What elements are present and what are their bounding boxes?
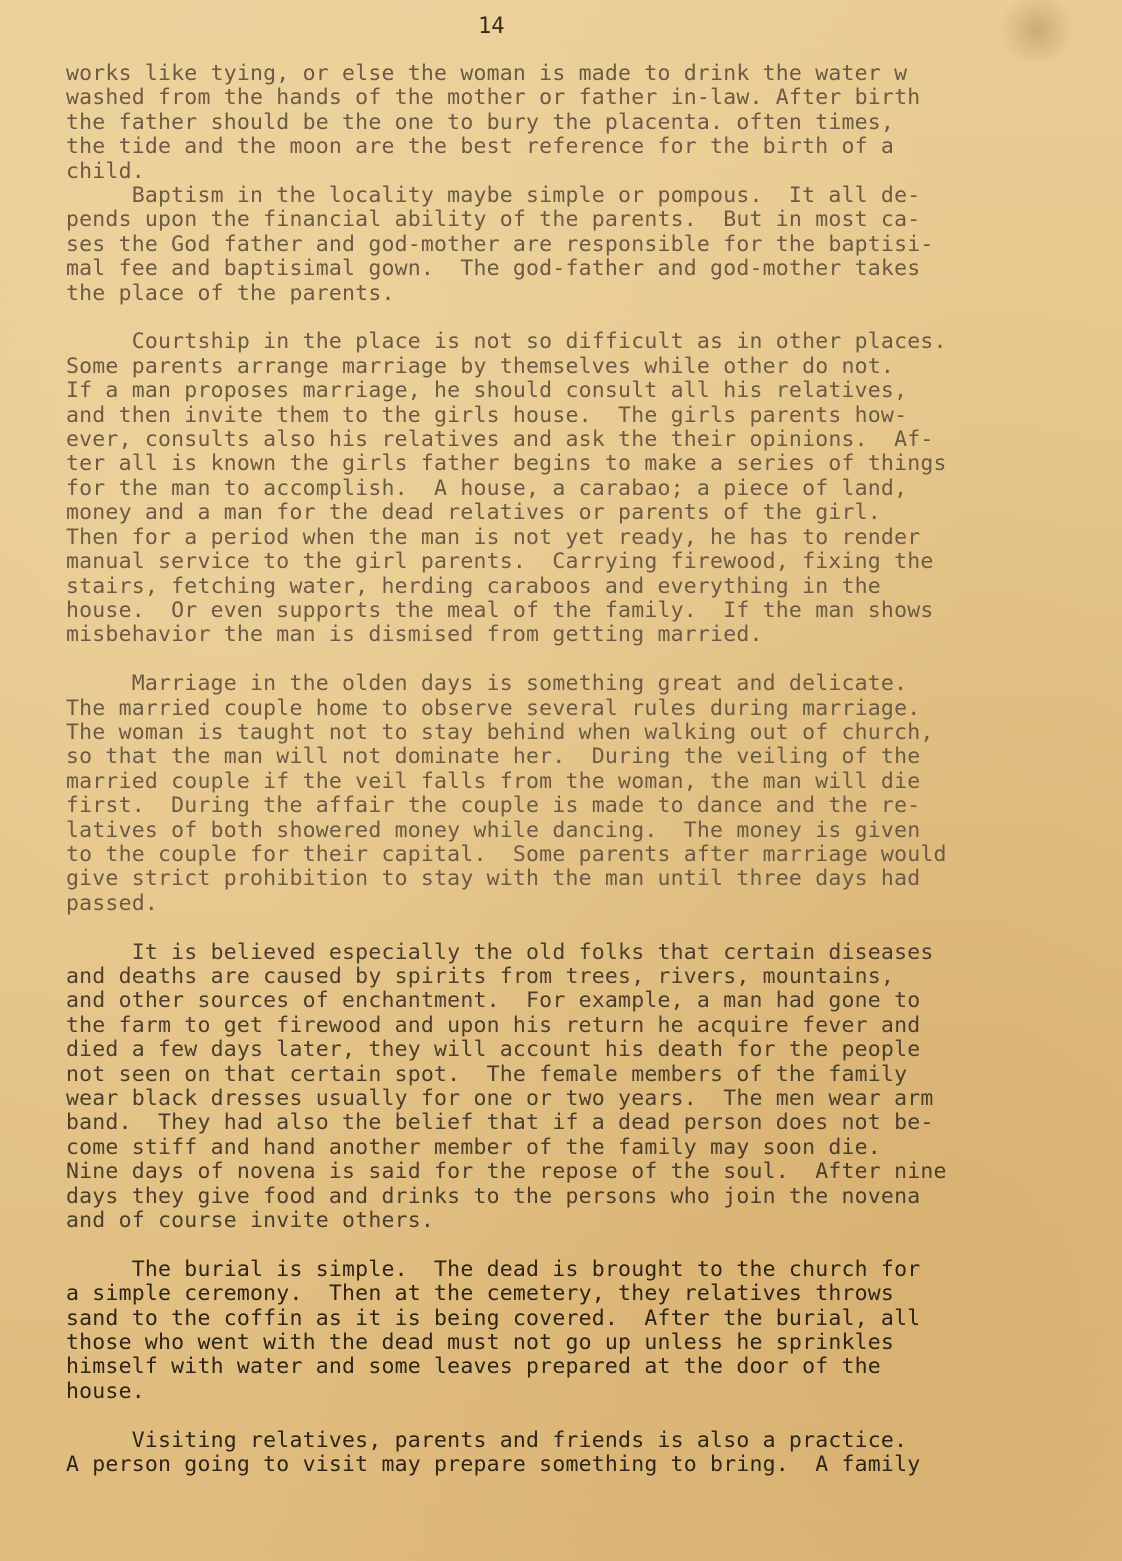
text-line: manual service to the girl parents. Carrying firewood, fixing the	[66, 549, 934, 575]
text-line: latives of both showered money while dancing. The money is given	[66, 817, 921, 843]
text-line: A person going to visit may prepare something to bring. A family	[66, 1452, 921, 1478]
text-line: Marriage in the olden days is something great and delicate.	[66, 671, 908, 697]
text-line: and of course invite others.	[66, 1208, 435, 1234]
text-line: stairs, fetching water, herding caraboos and everything in the	[66, 573, 881, 599]
text-line: Then for a period when the man is not yet ready, he has to render	[66, 524, 921, 550]
text-line: The married couple home to observe several rules during marriage.	[66, 695, 921, 721]
text-line: and then invite them to the girls house. The girls parents how-	[66, 402, 908, 428]
text-line: not seen on that certain spot. The female members of the family	[66, 1061, 908, 1087]
text-line: to the couple for their capital. Some parents after marriage would	[66, 841, 947, 867]
text-line: married couple if the veil falls from the woman, the man will die	[66, 768, 921, 794]
text-line: house. Or even supports the meal of the family. If the man shows	[66, 597, 934, 623]
page-number: 14	[478, 14, 505, 39]
text-line: ever, consults also his relatives and ask the their opinions. Af-	[66, 427, 934, 453]
text-line: misbehavior the man is dismised from getting married.	[66, 622, 763, 648]
text-line: first. During the affair the couple is made to dance and the re-	[66, 793, 921, 819]
text-line: Courtship in the place is not so difficult as in other places.	[66, 329, 947, 355]
text-line: pends upon the financial ability of the parents. But in most ca-	[66, 207, 921, 233]
text-line: and deaths are caused by spirits from trees, rivers, mountains,	[66, 963, 895, 989]
text-line: money and a man for the dead relatives or parents of the girl.	[66, 500, 881, 526]
text-line: mal fee and baptisimal gown. The god-father and god-mother takes	[66, 256, 921, 282]
text-line: Visiting relatives, parents and friends is also a practice.	[66, 1427, 908, 1453]
text-line: so that the man will not dominate her. During the veiling of the	[66, 744, 921, 770]
text-line: himself with water and some leaves prepared at the door of the	[66, 1354, 881, 1380]
text-line: died a few days later, they will account his death for the people	[66, 1037, 921, 1063]
text-line: house.	[66, 1378, 145, 1404]
text-line: for the man to accomplish. A house, a carabao; a piece of land,	[66, 475, 908, 501]
paragraph-courtship	[66, 330, 1076, 647]
text-line: child.	[66, 158, 145, 184]
text-line: and other sources of enchantment. For example, a man had gone to	[66, 988, 921, 1014]
paragraph-birth-baptism	[66, 62, 1076, 306]
text-line: passed.	[66, 890, 159, 916]
paragraph-burial	[66, 1258, 1076, 1404]
text-line: ter all is known the girls father begins to make a series of things	[66, 451, 947, 477]
text-line: ses the God father and god-mother are responsible for the baptisi-	[66, 231, 934, 257]
paper-stain	[992, 0, 1082, 60]
text-line: The burial is simple. The dead is brought to the church for	[66, 1256, 921, 1282]
text-line: sand to the coffin as it is being covered. After the burial, all	[66, 1305, 921, 1331]
text-line: band. They had also the belief that if a dead person does not be-	[66, 1110, 934, 1136]
text-line: the place of the parents.	[66, 280, 395, 306]
text-line: come stiff and hand another member of the family may soon die.	[66, 1134, 881, 1160]
text-line: the tide and the moon are the best reference for the birth of a	[66, 134, 895, 160]
text-line: give strict prohibition to stay with the man until three days had	[66, 866, 921, 892]
text-line: If a man proposes marriage, he should consult all his relatives,	[66, 378, 908, 404]
text-line: a simple ceremony. Then at the cemetery, they relatives throws	[66, 1281, 895, 1307]
text-line: those who went with the dead must not go up unless he sprinkles	[66, 1330, 895, 1356]
paragraph-visiting	[66, 1429, 1076, 1478]
text-line: washed from the hands of the mother or father in-law. After birth	[66, 85, 921, 111]
text-line: Some parents arrange marriage by themselves while other do not.	[66, 353, 895, 379]
text-line: wear black dresses usually for one or two years. The men wear arm	[66, 1086, 934, 1112]
text-line: the father should be the one to bury the placenta. often times,	[66, 109, 895, 135]
text-line: The woman is taught not to stay behind when walking out of church,	[66, 719, 934, 745]
text-line: days they give food and drinks to the persons who join the novena	[66, 1183, 921, 1209]
paragraph-marriage	[66, 672, 1076, 916]
text-line: Baptism in the locality maybe simple or pompous. It all de-	[66, 183, 921, 209]
text-line: Nine days of novena is said for the repose of the soul. After nine	[66, 1159, 947, 1185]
body-text	[66, 62, 1076, 1477]
text-line: It is believed especially the old folks that certain diseases	[66, 939, 934, 965]
paragraph-beliefs-death	[66, 941, 1076, 1234]
text-line: the farm to get firewood and upon his return he acquire fever and	[66, 1012, 921, 1038]
text-line: works like tying, or else the woman is made to drink the water w	[66, 61, 908, 86]
